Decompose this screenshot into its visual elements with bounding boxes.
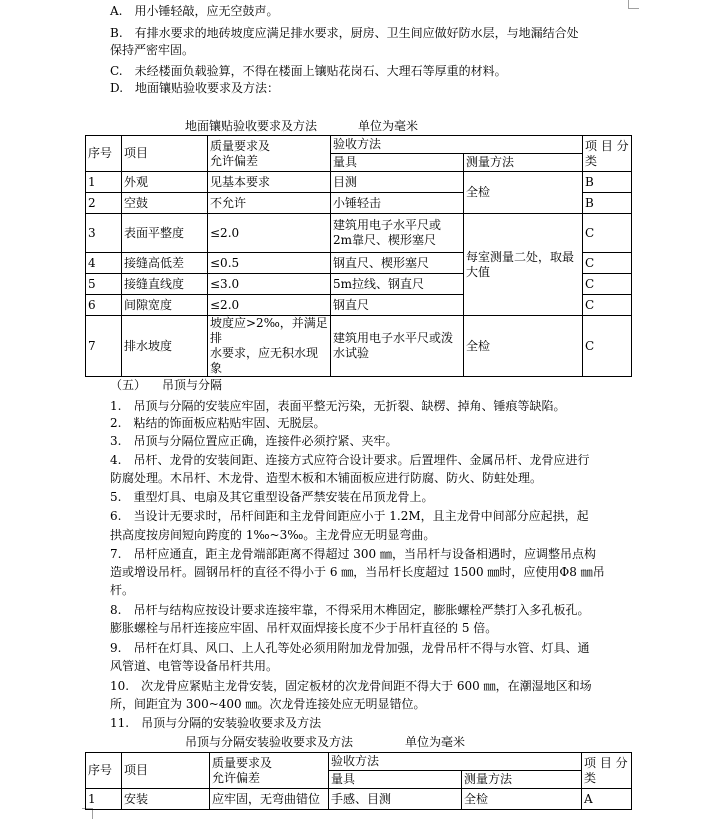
table-row xyxy=(86,172,632,193)
table2-cell-no: 1 xyxy=(86,789,122,810)
table2-header-quality-l2: 允许偏差 xyxy=(212,770,261,785)
table-row xyxy=(86,316,632,377)
section5-line: 3. 吊顶与分隔位置应正确，连接件必须拧紧、夹牢。 xyxy=(110,434,398,448)
item-b: B. 有排水要求的地砖坡度应满足排水要求，厨房、卫生间应做好防水层，与地漏结合处 xyxy=(110,26,579,40)
section5-line: 4. 吊杆、龙骨的安装间距、连接方式应符合设计要求。后置埋件、金属吊杆、龙骨应进行 xyxy=(110,453,590,467)
table1-cell-class: C xyxy=(583,316,632,377)
section5-line: 10. 次龙骨应紧贴主龙骨安装，固定板材的次龙骨间距不得大于 600 ㎜，在潮湿地区和场 xyxy=(110,679,592,693)
table1-cell-measure: 全检 xyxy=(464,316,583,377)
table1-header-tool: 量具 xyxy=(331,154,464,172)
table1-cell-class: C xyxy=(583,253,632,274)
item-d: D. 地面镶贴验收要求及方法： xyxy=(110,81,280,95)
table1-cell-item: 表面平整度 xyxy=(122,214,208,253)
table2-header-quality xyxy=(210,753,329,789)
section5-heading: 吊顶与分隔 xyxy=(162,378,223,392)
table1-cell-quality-l1: 坡度应>2‰，并满足排 xyxy=(210,316,328,345)
table2-header-measure: 测量方法 xyxy=(462,771,582,789)
table1-cell-quality-l2: 水要求，应无积水现象 xyxy=(210,346,319,375)
table2-header-no: 序号 xyxy=(86,753,122,789)
section5-heading-no: （五） xyxy=(110,378,147,392)
table1-cell-class: C xyxy=(583,274,632,295)
table1-cell-no: 6 xyxy=(86,295,122,316)
section5-line: 风管道、电管等设备吊杆共用。 xyxy=(110,659,279,673)
table1-cell-quality: ≤3.0 xyxy=(208,274,331,295)
section5-line: 2. 粘结的饰面板应粘贴牢固、无脱层。 xyxy=(110,416,326,430)
item-a: A. 用小锤轻敲，应无空鼓声。 xyxy=(110,4,279,18)
table2-header-class-l2: 类 xyxy=(584,770,597,785)
table2-unit: 单位为毫米 xyxy=(405,735,466,749)
table1-cell-tool xyxy=(331,316,464,377)
table1-cell-tool xyxy=(331,214,464,253)
table-row xyxy=(86,214,632,253)
table2-cell-item: 安装 xyxy=(122,789,210,810)
table1-header-measure: 测量方法 xyxy=(464,154,583,172)
table1-cell-item: 空鼓 xyxy=(122,193,208,214)
table1-cell-class: B xyxy=(583,172,632,193)
table1-cell-measure xyxy=(464,214,583,316)
table1-cell-no: 3 xyxy=(86,214,122,253)
table1-cell-no: 5 xyxy=(86,274,122,295)
section5-line: 8. 吊杆与结构应按设计要求连接牢靠，不得采用木榫固定，膨胀螺栓严禁打入多孔板孔。 xyxy=(110,603,590,617)
table1-header-class-l1: 项 目 分 xyxy=(585,138,629,153)
table1-cell-tool-l1: 建筑用电子水平尺或泼 xyxy=(333,331,454,345)
section5-line: 5. 重型灯具、电扇及其它重型设备严禁安装在吊顶龙骨上。 xyxy=(110,490,434,504)
table2-cell-class: A xyxy=(582,789,632,810)
section5-line: 6. 当设计无要求时，吊杆间距和主龙骨间距应小于 1.2M，且主龙骨中间部分应起拱，起 xyxy=(110,509,589,523)
table1-cell-tool: 小锤轻击 xyxy=(331,193,464,214)
table1-cell-tool-l2: 水试验 xyxy=(333,346,370,360)
table1-cell-no: 4 xyxy=(86,253,122,274)
table1-header-quality-l1: 质量要求及 xyxy=(210,138,271,153)
table1-cell-tool-l2: 2m靠尺、楔形塞尺 xyxy=(333,233,437,247)
table1-cell-tool-l1: 建筑用电子水平尺或 xyxy=(333,218,442,232)
table1-cell-quality: ≤0.5 xyxy=(208,253,331,274)
table2-cell-tool: 手感、目测 xyxy=(329,789,462,810)
section5-line: 所，间距宜为 300~400 ㎜。次龙骨连接处应无明显错位。 xyxy=(110,697,426,711)
table2-header-class xyxy=(582,753,632,789)
table1-title: 地面镶贴验收要求及方法 xyxy=(185,119,318,133)
table1-cell-item: 排水坡度 xyxy=(122,316,208,377)
section5-line: 9. 吊杆在灯具、风口、上人孔等处必须用附加龙骨加强，龙骨吊杆不得与水管、灯具、通 xyxy=(110,641,590,655)
table1-cell-no: 7 xyxy=(86,316,122,377)
table1-cell-item: 间隙宽度 xyxy=(122,295,208,316)
table1-cell-item: 接缝高低差 xyxy=(122,253,208,274)
table1-header-method: 验收方法 xyxy=(331,136,583,154)
section5-line: 7. 吊杆应通直，距主龙骨端部距离不得超过 300 ㎜，当吊杆与设备相遇时，应调整吊点构 xyxy=(110,547,596,561)
section5-line: 杆。 xyxy=(110,583,135,597)
table2 xyxy=(85,752,632,810)
table1-cell-item: 接缝直线度 xyxy=(122,274,208,295)
table1-cell-item: 外观 xyxy=(122,172,208,193)
section5-line: 11. 吊顶与分隔的安装验收要求及方法 xyxy=(110,716,322,730)
table2-title: 吊顶与分隔安装验收要求及方法 xyxy=(185,735,354,749)
table1-cell-class: C xyxy=(583,295,632,316)
table1-cell-tool: 钢直尺 xyxy=(331,295,464,316)
table1-header-no: 序号 xyxy=(86,136,122,172)
table1-cell-measure-l2: 大值 xyxy=(466,264,491,279)
table1-cell-class: C xyxy=(583,214,632,253)
table1-cell-measure: 全检 xyxy=(464,172,583,214)
section5-line: 拱高度按房间短向跨度的 1‰~3‰。主龙骨应无明显弯曲。 xyxy=(110,528,436,542)
table2-header-item: 项目 xyxy=(122,753,210,789)
table2-cell-measure: 全检 xyxy=(462,789,582,810)
table-row xyxy=(86,789,632,810)
table2-header-quality-l1: 质量要求及 xyxy=(212,755,273,770)
table2-header-class-l1: 项 目 分 xyxy=(584,755,628,770)
table1-cell-quality: ≤2.0 xyxy=(208,214,331,253)
table1-cell-quality: 不允许 xyxy=(208,193,331,214)
table1-cell-tool: 钢直尺、楔形塞尺 xyxy=(331,253,464,274)
table1-header-item: 项目 xyxy=(122,136,208,172)
table1-cell-class: B xyxy=(583,193,632,214)
table1-header-quality-l2: 允许偏差 xyxy=(210,153,259,168)
table1-cell-measure-l1: 每室测量二处，取最 xyxy=(466,249,575,264)
table2-header-method: 验收方法 xyxy=(329,753,582,771)
table1-header-class-l2: 类 xyxy=(585,153,598,168)
table1-cell-quality xyxy=(208,316,331,377)
section5-line: 1. 吊顶与分隔的安装应牢固，表面平整无污染，无折裂、缺楞、掉角、锤痕等缺陷。 xyxy=(110,399,566,413)
item-c: C. 未经楼面负载验算，不得在楼面上镶贴花岗石、大理石等厚重的材料。 xyxy=(110,64,507,78)
table1 xyxy=(85,135,632,377)
table1-cell-no: 2 xyxy=(86,193,122,214)
table1-unit: 单位为毫米 xyxy=(358,119,419,133)
section5-line: 膨胀螺栓与吊杆连接应牢固、吊杆双面焊接长度不少于吊杆直径的 5 倍。 xyxy=(110,621,498,635)
table1-cell-no: 1 xyxy=(86,172,122,193)
table1-cell-tool: 5m拉线、钢直尺 xyxy=(331,274,464,295)
item-b-cont: 保持严密牢固。 xyxy=(110,43,195,57)
table1-header-quality xyxy=(208,136,331,172)
section5-line: 防腐处理。木吊杆、木龙骨、造型木板和木铺面板应进行防腐、防火、防蛀处理。 xyxy=(110,471,543,485)
table1-cell-quality: 见基本要求 xyxy=(208,172,331,193)
table1-cell-quality: ≤2.0 xyxy=(208,295,331,316)
table2-header-tool: 量具 xyxy=(329,771,462,789)
table2-cell-quality: 应牢固，无弯曲错位 xyxy=(210,789,329,810)
section5-line: 造或增设吊杆。圆钢吊杆的直径不得小于 6 ㎜，当吊杆长度超过 1500 ㎜时，应使用Φ8 ㎜吊 xyxy=(110,565,605,579)
page-corner-mark-top-right xyxy=(628,0,639,9)
table1-cell-tool: 目测 xyxy=(331,172,464,193)
table1-header-class xyxy=(583,136,632,172)
